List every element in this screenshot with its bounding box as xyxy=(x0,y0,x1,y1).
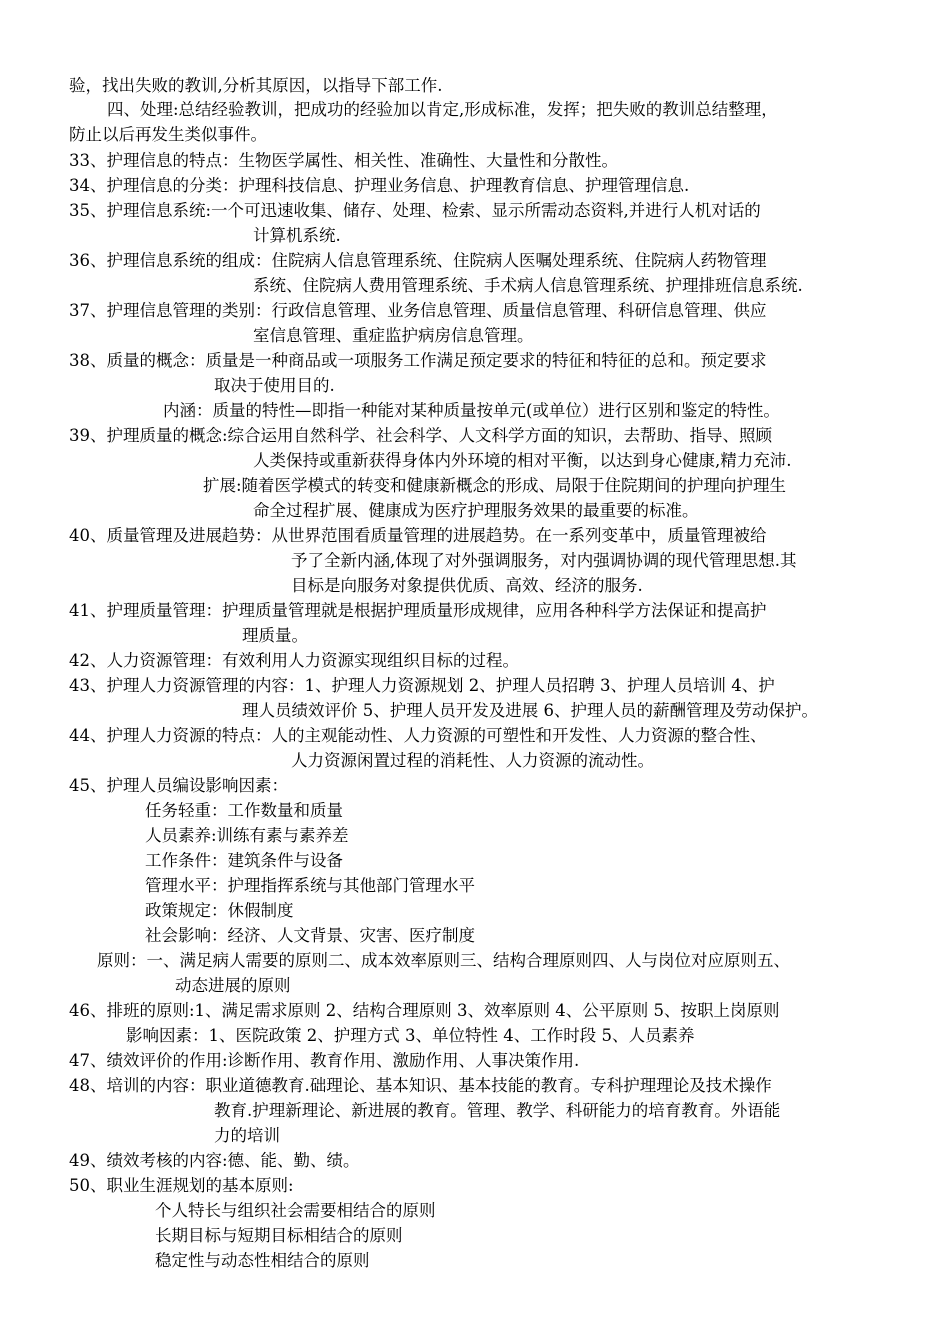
item-45-principles-cont: 动态进展的原则 xyxy=(175,976,291,995)
item-43: 43、护理人力资源管理的内容：1、护理人力资源规划 2、护理人员招聘 3、护理人员培训 4、护 xyxy=(69,676,775,695)
item-44: 44、护理人力资源的特点：人的主观能动性、人力资源的可塑性和开发性、人力资源的整合性、 xyxy=(69,726,767,745)
item-48: 48、培训的内容：职业道德教育.础理论、基本知识、基本技能的教育。专科护理理论及技术操作 xyxy=(69,1076,772,1095)
item-39: 39、护理质量的概念:综合运用自然科学、社会科学、人文科学方面的知识，去帮助、指导、照顾 xyxy=(69,426,773,445)
item-50-principle-1: 个人特长与组织社会需要相结合的原则 xyxy=(155,1201,436,1220)
item-40-cont-2: 目标是向服务对象提供优质、高效、经济的服务. xyxy=(291,576,643,595)
text-line-3: 防止以后再发生类似事件。 xyxy=(69,125,267,144)
item-40-cont-1: 予了全新内涵,体现了对外强调服务，对内强调协调的现代管理思想.其 xyxy=(291,551,797,570)
item-33: 33、护理信息的特点：生物医学属性、相关性、准确性、大量性和分散性。 xyxy=(69,151,618,170)
item-45-factor-1: 任务轻重：工作数量和质量 xyxy=(145,801,343,820)
item-45-principles: 原则：一、满足病人需要的原则二、成本效率原则三、结构合理原则四、人与岗位对应原则五、 xyxy=(97,951,790,970)
item-36-cont: 系统、住院病人费用管理系统、手术病人信息管理系统、护理排班信息系统. xyxy=(253,276,803,295)
item-41: 41、护理质量管理：护理质量管理就是根据护理质量形成规律，应用各种科学方法保证和提高护 xyxy=(69,601,767,620)
item-38: 38、质量的概念：质量是一种商品或一项服务工作满足预定要求的特征和特征的总和。预定要求 xyxy=(69,351,767,370)
item-39-extension: 扩展:随着医学模式的转变和健康新概念的形成、局限于住院期间的护理向护理生 xyxy=(203,476,787,495)
item-41-cont: 理质量。 xyxy=(242,626,308,645)
item-34: 34、护理信息的分类：护理科技信息、护理业务信息、护理教育信息、护理管理信息. xyxy=(69,176,690,195)
item-35-cont: 计算机系统. xyxy=(253,226,341,245)
item-45-factor-5: 政策规定：休假制度 xyxy=(145,901,294,920)
item-50-principle-2: 长期目标与短期目标相结合的原则 xyxy=(155,1226,403,1245)
item-47: 47、绩效评价的作用:诊断作用、教育作用、激励作用、人事决策作用. xyxy=(69,1051,580,1070)
text-line-1: 验，找出失败的教训,分析其原因，以指导下部工作. xyxy=(69,76,443,95)
item-39-cont: 人类保持或重新获得身体内外环境的相对平衡，以达到身心健康,精力充沛. xyxy=(253,451,792,470)
item-45-factor-2: 人员素养:训练有素与素养差 xyxy=(145,826,349,845)
text-line-2: 四、处理:总结经验教训，把成功的经验加以肯定,形成标准，发挥；把失败的教训总结整理， xyxy=(107,100,778,119)
item-45-factor-3: 工作条件：建筑条件与设备 xyxy=(145,851,343,870)
item-45: 45、护理人员编设影响因素： xyxy=(69,776,288,795)
item-42: 42、人力资源管理：有效利用人力资源实现组织目标的过程。 xyxy=(69,651,519,670)
item-43-cont: 理人员绩效评价 5、护理人员开发及进展 6、护理人员的薪酬管理及劳动保护。 xyxy=(242,701,818,720)
item-46-factors: 影响因素：1、医院政策 2、护理方式 3、单位特性 4、工作时段 5、人员素养 xyxy=(126,1026,695,1045)
item-45-factor-4: 管理水平：护理指挥系统与其他部门管理水平 xyxy=(145,876,475,895)
item-48-cont-1: 教育.护理新理论、新进展的教育。管理、教学、科研能力的培育教育。外语能 xyxy=(214,1101,781,1120)
item-44-cont: 人力资源闲置过程的消耗性、人力资源的流动性。 xyxy=(291,751,654,770)
item-36: 36、护理信息系统的组成：住院病人信息管理系统、住院病人医嘱处理系统、住院病人药物管理 xyxy=(69,251,767,270)
item-50: 50、职业生涯规划的基本原则: xyxy=(69,1176,294,1195)
item-37-cont: 室信息管理、重症监护病房信息管理。 xyxy=(253,326,534,345)
item-40: 40、质量管理及进展趋势：从世界范围看质量管理的进展趋势。在一系列变革中，质量管理被给 xyxy=(69,526,767,545)
item-38-connotation: 内涵：质量的特性—即指一种能对某种质量按单元(或单位）进行区别和鉴定的特性。 xyxy=(163,401,780,420)
item-37: 37、护理信息管理的类别：行政信息管理、业务信息管理、质量信息管理、科研信息管理、供应 xyxy=(69,301,767,320)
item-46: 46、排班的原则:1、满足需求原则 2、结构合理原则 3、效率原则 4、公平原则 5、按职上岗原则 xyxy=(69,1001,780,1020)
item-39-extension-cont: 命全过程扩展、健康成为医疗护理服务效果的最重要的标准。 xyxy=(253,501,699,520)
item-50-principle-3: 稳定性与动态性相结合的原则 xyxy=(155,1251,370,1270)
item-35: 35、护理信息系统:一个可迅速收集、储存、处理、检索、显示所需动态资料,并进行人机对话的 xyxy=(69,201,761,220)
item-49: 49、绩效考核的内容:德、能、勤、绩。 xyxy=(69,1151,360,1170)
item-48-cont-2: 力的培训 xyxy=(214,1126,280,1145)
item-45-factor-6: 社会影响：经济、人文背景、灾害、医疗制度 xyxy=(145,926,475,945)
item-38-cont: 取决于使用目的. xyxy=(214,376,335,395)
